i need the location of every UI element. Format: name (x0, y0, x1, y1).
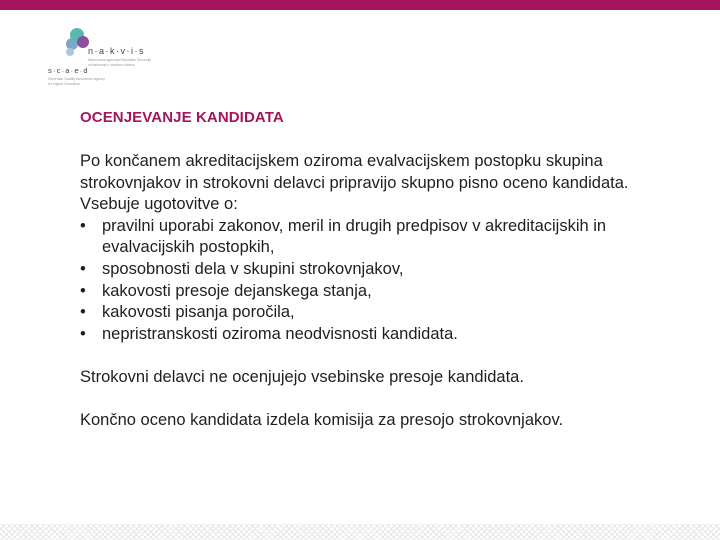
spacer (80, 389, 660, 411)
logo-tagline-nakvis: Nacionalna agencija Republike Slovenije za kakovost v visokem šolstvu (88, 58, 152, 67)
assessment-paragraph: Strokovni delavci ne ocenjujejo vsebinske presoje kandidata. (80, 367, 524, 386)
final-grade-paragraph: Končno oceno kandidata izdela komisija za presojo strokovnjakov. (80, 411, 564, 430)
bullet-icon: • (80, 216, 86, 235)
bullet-icon: • (80, 259, 86, 278)
agency-logo (34, 24, 164, 92)
list-item: • pravilni uporabi zakonov, meril in drugih predpisov v akreditacijskih in evalvacijskih postopkih, (80, 216, 607, 257)
findings-list (80, 216, 660, 346)
bottom-pattern-bar (0, 524, 720, 540)
slide-body (80, 151, 660, 432)
bullet-icon: • (80, 303, 86, 322)
bullet-icon: • (80, 281, 86, 300)
bullet-icon: • (80, 324, 86, 343)
list-item: • sposobnosti dela v skupini strokovnjakov, (80, 259, 660, 281)
logo-brand-scaed: s·c·a·e·d (48, 66, 89, 75)
list-item: • kakovosti pisanja poročila, (80, 302, 660, 324)
logo-brand-nakvis: n·a·k·v·i·s (88, 46, 145, 56)
logo-tagline-scaed: Slovenian Quality Assurance Agency for Higher Education (48, 77, 106, 86)
list-item: • kakovosti presoje dejanskega stanja, (80, 281, 660, 303)
list-item: • nepristranskosti oziroma neodvisnosti kandidata. (80, 324, 660, 346)
slide-title: OCENJEVANJE KANDIDATA (80, 109, 284, 126)
intro-paragraph: Po končanem akreditacijskem oziroma evalvacijskem postopku skupina strokovnjakov in strokovni delavci pripravijo skupno pisno oceno kandidata. Vsebuje ugotovitve o: (80, 152, 629, 214)
top-accent-bar (0, 0, 720, 10)
spacer (80, 345, 660, 367)
